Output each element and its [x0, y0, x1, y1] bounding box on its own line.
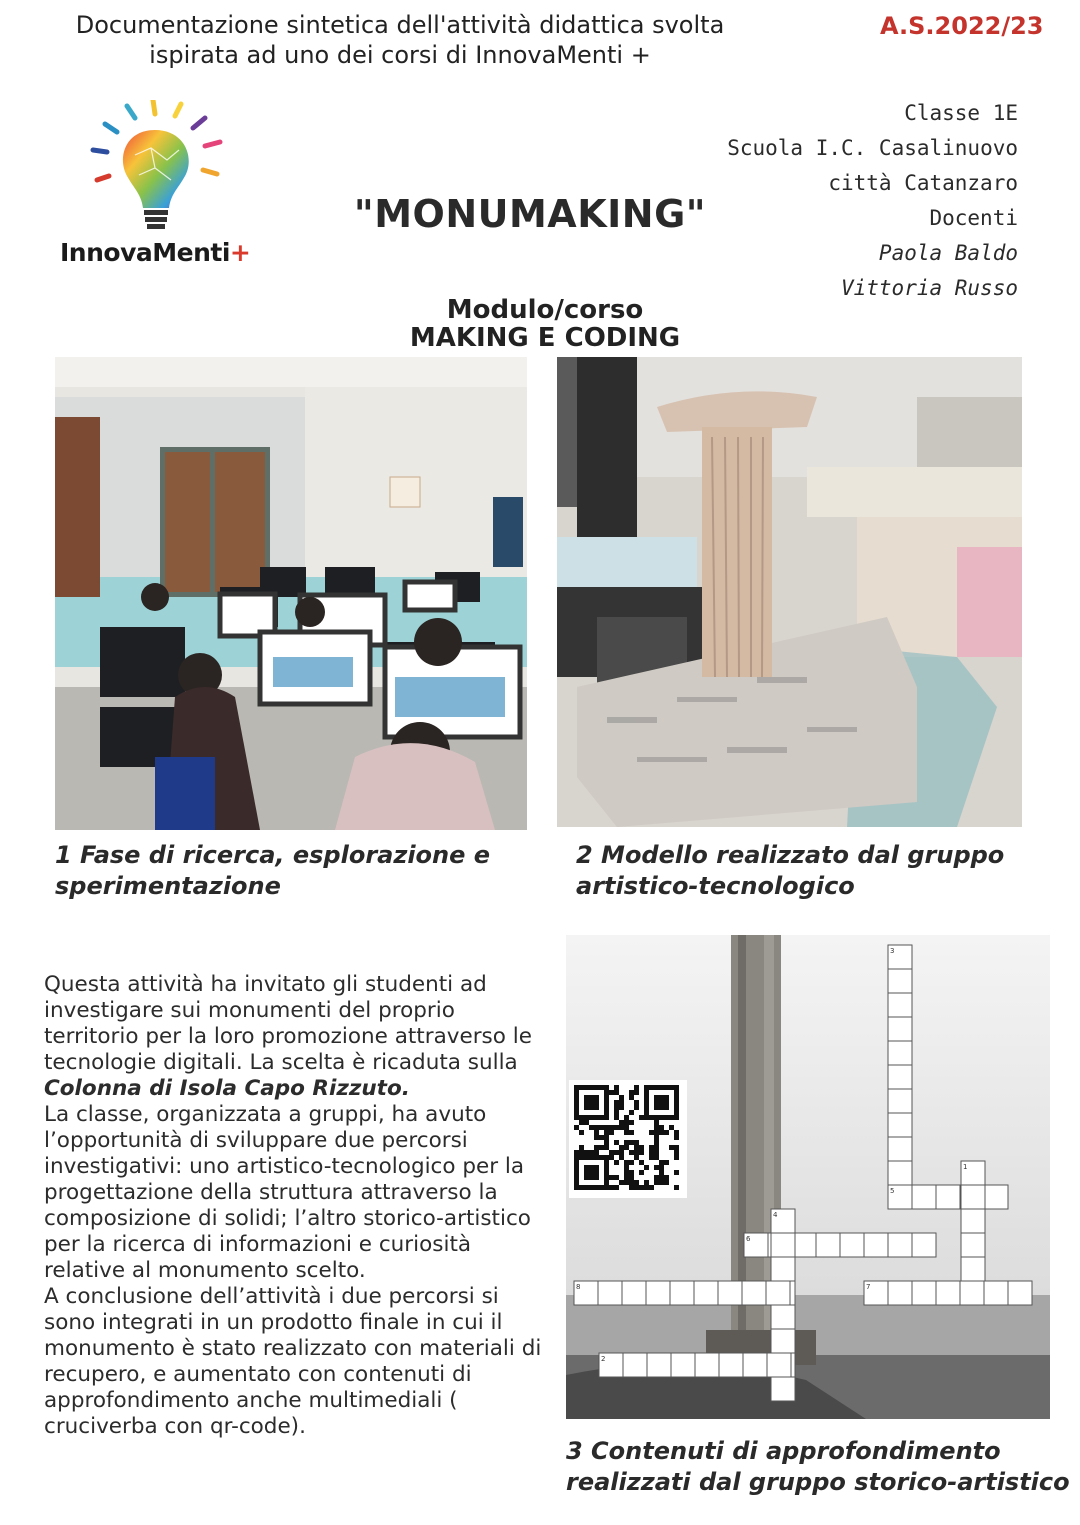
crossword-cell	[623, 1353, 647, 1377]
paragraph: La classe, organizzata a gruppi, ha avuto l’opportunità di sviluppare due percorsi investigativi: uno artistico-tecnologico per la progettazione della struttura attraverso la composizione di solidi; l’altro storico-artistico per la ricerca di informazioni e curiosità relative al monumento scelto.	[44, 1102, 531, 1283]
crossword-cell	[864, 1233, 888, 1257]
crossword-cell	[771, 1305, 795, 1329]
crossword-cell	[671, 1353, 695, 1377]
school-year: A.S.2022/23	[880, 12, 1044, 40]
crossword-image	[566, 935, 1050, 1419]
module-heading	[340, 296, 750, 352]
crossword-cell	[936, 1185, 960, 1209]
module-label: Modulo/corso	[446, 295, 644, 325]
crossword-cell	[771, 1329, 795, 1353]
crossword-cell	[888, 1137, 912, 1161]
class-name: Classe 1E	[904, 101, 1018, 125]
crossword-cell	[622, 1281, 646, 1305]
city-name: città Catanzaro	[828, 171, 1018, 195]
crossword-cell	[888, 1233, 912, 1257]
crossword-cell	[816, 1233, 840, 1257]
description-text	[44, 972, 544, 1440]
crossword-number: 2	[601, 1355, 606, 1363]
crossword-number: 7	[866, 1283, 871, 1291]
crossword-cell	[984, 1185, 1008, 1209]
photo-column-model	[557, 357, 1022, 827]
header-line-2: ispirata ad uno dei corsi di InnovaMenti +	[149, 41, 651, 69]
class-info	[727, 96, 1018, 306]
crossword-cell	[961, 1209, 985, 1233]
crossword-cell	[888, 1281, 912, 1305]
crossword-cell	[912, 1233, 936, 1257]
crossword-cell	[888, 1113, 912, 1137]
crossword-cell	[961, 1233, 985, 1257]
module-name: MAKING E CODING	[409, 323, 681, 353]
crossword-number: 4	[773, 1211, 778, 1219]
crossword-cell	[766, 1281, 790, 1305]
crossword-cell	[742, 1281, 766, 1305]
crossword-cell	[936, 1281, 960, 1305]
crossword-cell	[888, 1089, 912, 1113]
crossword-cell	[647, 1353, 671, 1377]
innovamenti-logo	[55, 100, 285, 280]
teacher-name: Vittoria Russo	[840, 276, 1018, 300]
paragraph: Questa attività ha invitato gli studenti ad investigare sui monumenti del proprio territorio per la loro promozione attraverso le tecnologie digitali. La scelta è ricaduta sulla Colonna di Isola Capo Rizzuto.	[44, 972, 532, 1101]
crossword-cell	[598, 1281, 622, 1305]
page-title: "MONUMAKING"	[353, 192, 707, 236]
crossword-cell	[792, 1233, 816, 1257]
crossword-cell	[1008, 1281, 1032, 1305]
crossword-cell	[719, 1353, 743, 1377]
crossword-cell	[888, 969, 912, 993]
logo-wordmark: InnovaMenti	[60, 238, 230, 267]
crossword-number: 6	[746, 1235, 751, 1243]
crossword-cell	[984, 1281, 1008, 1305]
crossword-cell	[840, 1233, 864, 1257]
school-name: Scuola I.C. Casalinuovo	[727, 136, 1018, 160]
crossword-cell	[771, 1377, 795, 1401]
teacher-name: Paola Baldo	[878, 241, 1018, 265]
caption-2: 2 Modello realizzato dal gruppo artistico-tecnologico	[576, 841, 1005, 900]
caption-3: 3 Contenuti di approfondimento realizzati dal gruppo storico-artistico	[566, 1437, 1070, 1496]
qr-code-icon[interactable]	[569, 1080, 687, 1198]
crossword-cell	[767, 1353, 791, 1377]
crossword-cell	[888, 993, 912, 1017]
crossword-cell	[771, 1233, 795, 1257]
crossword-cell	[670, 1281, 694, 1305]
crossword-cell	[888, 1161, 912, 1185]
document-header	[40, 10, 760, 70]
crossword-cell	[912, 1185, 936, 1209]
crossword-number: 5	[890, 1187, 895, 1195]
lightbulb-icon	[55, 100, 285, 240]
monument-name: Colonna di Isola Capo Rizzuto.	[44, 1076, 410, 1101]
header-line-1: Documentazione sintetica dell'attività didattica svolta	[75, 11, 725, 39]
crossword-cell	[646, 1281, 670, 1305]
crossword-cell	[888, 1017, 912, 1041]
crossword-number: 8	[576, 1283, 581, 1291]
crossword-cell	[912, 1281, 936, 1305]
caption-1: 1 Fase di ricerca, esplorazione e sperimentazione	[55, 841, 491, 900]
crossword-cell	[961, 1185, 985, 1209]
crossword-cell	[771, 1257, 795, 1281]
crossword-cell	[888, 1041, 912, 1065]
crossword-cell	[888, 1065, 912, 1089]
crossword-cell	[695, 1353, 719, 1377]
logo-plus: +	[229, 238, 251, 267]
crossword-number: 1	[963, 1163, 968, 1171]
teachers-label: Docenti	[929, 206, 1018, 230]
paragraph: A conclusione dell’attività i due percorsi si sono integrati in un prodotto finale in cui il monumento è stato realizzato con materiali di recupero, e aumentato con contenuti di approfondimento anche multimediali ( cruciverba con qr-code).	[44, 1284, 542, 1439]
crossword-number: 3	[890, 947, 895, 955]
photo-computer-lab	[55, 357, 527, 830]
crossword-cell	[961, 1257, 985, 1281]
crossword-cell	[960, 1281, 984, 1305]
crossword-cell	[743, 1353, 767, 1377]
crossword-cell	[718, 1281, 742, 1305]
crossword-cell	[694, 1281, 718, 1305]
